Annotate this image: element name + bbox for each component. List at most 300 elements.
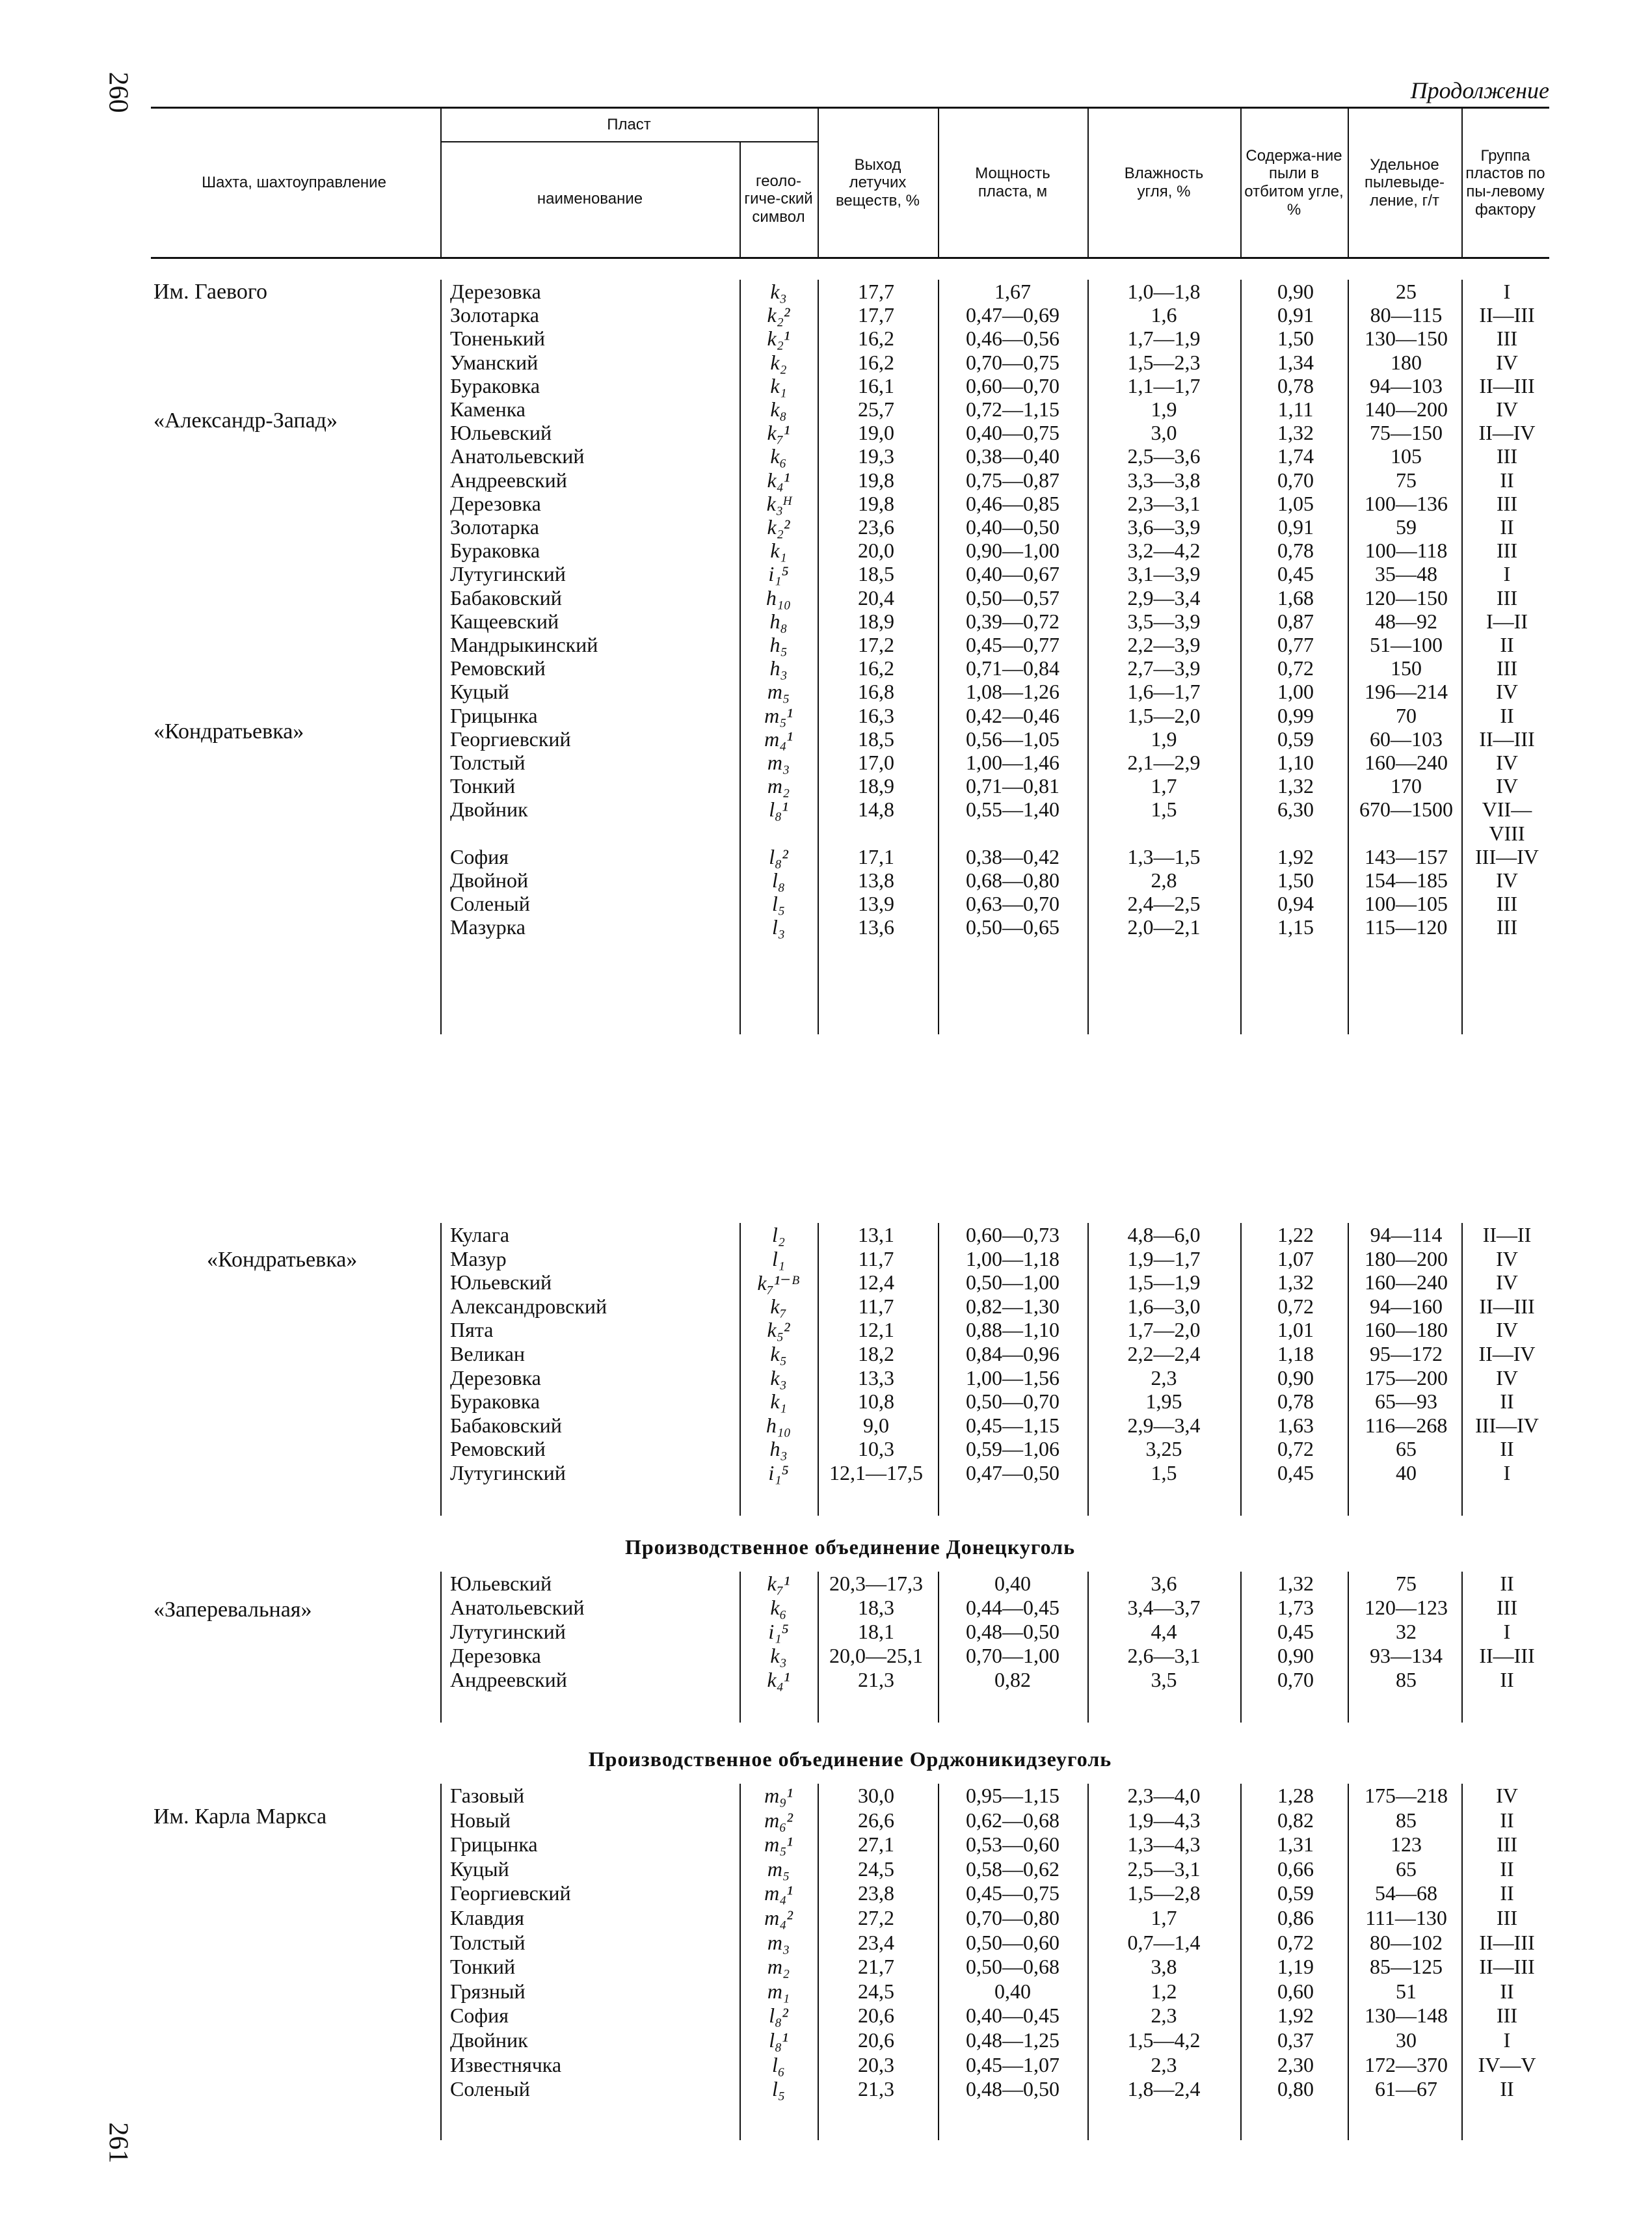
volatile-value: 13,3	[858, 1365, 894, 1389]
seam-name: Грицынка	[450, 1832, 538, 1857]
specific-dust-value: 32	[1396, 1620, 1417, 1643]
thickness-value: 1,00—1,18	[966, 1246, 1059, 1270]
thickness-value: 0,40—0,75	[966, 421, 1059, 445]
table-row	[151, 1596, 1549, 1618]
specific-dust-value: 80—102	[1370, 1930, 1443, 1954]
geo-symbol: h₈	[769, 609, 788, 633]
seam-name: Двойной	[450, 868, 529, 892]
thickness-value: 0,72—1,15	[966, 397, 1059, 421]
dust-group-value: II—IV	[1478, 1342, 1536, 1365]
dust-value: 1,05	[1277, 491, 1314, 515]
specific-dust-value: 130—148	[1365, 2004, 1448, 2028]
thickness-value: 1,00—1,56	[966, 1365, 1059, 1389]
thickness-value: 0,42—0,46	[966, 703, 1059, 727]
table-row	[151, 1414, 1549, 1436]
dust-group-value: II—IV	[1478, 421, 1536, 445]
humidity-value: 1,5—2,0	[1127, 703, 1201, 727]
specific-dust-value: 160—180	[1365, 1318, 1448, 1342]
volatile-value: 13,1	[858, 1223, 894, 1246]
table-row	[151, 680, 1549, 702]
thickness-value: 0,38—0,42	[966, 844, 1059, 868]
dust-group-value: II	[1500, 1881, 1514, 1905]
seam-name: Ремовский	[450, 1437, 546, 1461]
mine-kondratievka-2: «Кондратьевка»	[207, 1248, 358, 1272]
seam-name: Каменка	[450, 397, 526, 421]
table-row	[151, 1784, 1549, 1806]
specific-dust-value: 54—68	[1375, 1881, 1437, 1905]
geo-symbol: m₁	[767, 1979, 790, 2003]
specific-dust-value: 85	[1396, 1808, 1417, 1832]
specific-dust-value: 65	[1396, 1437, 1417, 1461]
dust-value: 0,78	[1277, 539, 1314, 563]
dust-value: 0,72	[1277, 1294, 1314, 1318]
dust-value: 1,32	[1277, 1270, 1314, 1295]
dust-value: 0,70	[1277, 1668, 1314, 1691]
seam-name: Юльевский	[450, 1572, 552, 1595]
thickness-value: 0,50—0,65	[966, 915, 1059, 939]
humidity-value: 2,1—2,9	[1127, 751, 1201, 774]
humidity-value: 3,6	[1151, 1572, 1177, 1595]
specific-dust-value: 93—134	[1370, 1644, 1443, 1667]
mine-zaperevalnaya: «Заперевальная»	[153, 1598, 312, 1622]
thickness-value: 0,95—1,15	[966, 1784, 1059, 1807]
volatile-value: 16,2	[858, 656, 894, 680]
specific-dust-value: 100—118	[1365, 539, 1448, 563]
geo-symbol: l₈¹	[769, 798, 788, 822]
geo-symbol: m₄¹	[764, 1881, 793, 1905]
volatile-value: 25,7	[858, 397, 894, 421]
humidity-value: 4,8—6,0	[1127, 1223, 1201, 1246]
humidity-value: 2,9—3,4	[1127, 585, 1201, 610]
seam-name: Толстый	[450, 1930, 526, 1954]
volatile-value: 20,0	[858, 539, 894, 563]
table-row	[151, 915, 1549, 937]
table-row	[151, 1906, 1549, 1928]
volatile-value: 13,8	[858, 868, 894, 892]
geo-symbol: k₁	[770, 1389, 787, 1414]
humidity-value: 2,9—3,4	[1127, 1413, 1201, 1437]
geo-symbol: l₈²	[769, 844, 788, 868]
dust-group-value: II—III	[1479, 1955, 1535, 1979]
thickness-value: 0,48—0,50	[966, 1620, 1059, 1643]
specific-dust-value: 75	[1396, 1572, 1417, 1595]
table-row	[151, 822, 1549, 844]
dust-value: 0,99	[1277, 703, 1314, 727]
seam-name: Двойник	[450, 2028, 528, 2052]
geo-symbol: k₅	[770, 1342, 787, 1365]
specific-dust-value: 80—115	[1370, 303, 1443, 327]
seam-name: Двойник	[450, 798, 528, 822]
dust-group-value: II—III	[1479, 1930, 1535, 1954]
seam-name: Юльевский	[450, 1270, 552, 1295]
dust-value: 0,60	[1277, 1979, 1314, 2003]
specific-dust-value: 123	[1391, 1832, 1422, 1857]
thickness-value: 0,90—1,00	[966, 539, 1059, 563]
thickness-value: 0,45—0,77	[966, 633, 1059, 656]
table-row	[151, 397, 1549, 420]
dust-group-value: II	[1500, 1857, 1514, 1881]
volatile-value: 17,0	[858, 751, 894, 774]
humidity-value: 1,9	[1151, 727, 1177, 751]
geo-symbol: k₅²	[767, 1318, 790, 1342]
dust-value: 0,91	[1277, 515, 1314, 539]
section-ordzhonikidzeugol: Производственное объединение Орджоникидзеуголь	[588, 1747, 1112, 1771]
volatile-value: 20,3	[858, 2052, 894, 2076]
geo-symbol: l₅	[771, 2077, 785, 2101]
thickness-value: 0,46—0,56	[966, 327, 1059, 351]
seam-name: Андреевский	[450, 1668, 567, 1691]
geo-symbol: l₃	[771, 915, 785, 939]
dust-group-value: II	[1500, 1437, 1514, 1461]
dust-value: 1,50	[1277, 327, 1314, 351]
seam-name: Дерезовка	[450, 491, 541, 515]
table-body-group-2	[151, 1223, 1549, 1516]
geo-symbol: m₄²	[764, 1906, 793, 1929]
dust-value: 1,15	[1277, 915, 1314, 939]
specific-dust-value: 94—103	[1370, 373, 1443, 397]
thickness-value: 0,45—1,15	[966, 1413, 1059, 1437]
dust-group-value: II—III	[1479, 1294, 1535, 1318]
thickness-value: 1,67	[994, 280, 1031, 303]
dust-value: 0,45	[1277, 562, 1314, 586]
geo-symbol: l₅	[771, 892, 785, 916]
specific-dust-value: 100—105	[1365, 892, 1448, 916]
dust-group-value: III	[1497, 539, 1517, 563]
thickness-value: 0,48—1,25	[966, 2028, 1059, 2052]
geo-symbol: k₇	[770, 1294, 787, 1318]
thickness-value: 0,82	[994, 1668, 1031, 1691]
thickness-value: 0,50—0,70	[966, 1389, 1059, 1414]
volatile-value: 17,7	[858, 303, 894, 327]
dust-group-value: II	[1500, 1979, 1514, 2003]
humidity-value: 2,3—4,0	[1127, 1784, 1201, 1807]
geo-symbol: k₂²	[767, 515, 790, 539]
seam-name: Грицынка	[450, 703, 538, 727]
thickness-value: 0,88—1,10	[966, 1318, 1059, 1342]
dust-value: 1,11	[1277, 397, 1314, 421]
volatile-value: 23,6	[858, 515, 894, 539]
thickness-value: 0,48—0,50	[966, 2077, 1059, 2101]
table-row	[151, 1668, 1549, 1690]
seam-name: Кащеевский	[450, 609, 559, 633]
volatile-value: 30,0	[858, 1784, 894, 1807]
geo-symbol: m₆²	[764, 1808, 793, 1832]
thickness-value: 0,47—0,69	[966, 303, 1059, 327]
dust-group-value: I	[1503, 280, 1511, 303]
dust-value: 0,87	[1277, 609, 1314, 633]
table-body-group-1	[151, 280, 1549, 1034]
table-row	[151, 727, 1549, 749]
humidity-value: 1,7—1,9	[1127, 327, 1201, 351]
volatile-value: 12,4	[858, 1270, 894, 1295]
humidity-value: 3,3—3,8	[1127, 468, 1201, 492]
humidity-value: 2,0—2,1	[1127, 915, 1201, 939]
table-row	[151, 562, 1549, 584]
volatile-value: 27,1	[858, 1832, 894, 1857]
thickness-value: 0,70—1,00	[966, 1644, 1059, 1667]
volatile-value: 19,8	[858, 491, 894, 515]
dust-group-value: III	[1497, 327, 1517, 351]
section-donetskugol: Производственное объединение Донецкуголь	[624, 1535, 1076, 1559]
dust-group-value: III	[1497, 656, 1517, 680]
seam-name: Новый	[450, 1808, 511, 1832]
dust-group-value: III	[1497, 1906, 1517, 1929]
dust-group-value: II—III	[1479, 1644, 1535, 1667]
humidity-value: 4,4	[1151, 1620, 1177, 1643]
humidity-value: 1,2	[1151, 1979, 1177, 2003]
mine-kondratievka: «Кондратьевка»	[153, 719, 304, 744]
table-row	[151, 633, 1549, 655]
seam-name: Дерезовка	[450, 1644, 541, 1667]
specific-dust-value: 120—150	[1365, 585, 1448, 610]
dust-value: 1,28	[1277, 1784, 1314, 1807]
table-row	[151, 610, 1549, 632]
table-row	[151, 1808, 1549, 1831]
table-row	[151, 1931, 1549, 1953]
seam-name: Тоненький	[450, 327, 545, 351]
geo-symbol: k₂¹	[767, 327, 790, 351]
volatile-value: 24,5	[858, 1857, 894, 1881]
thickness-value: 0,71—0,81	[966, 774, 1059, 798]
volatile-value: 16,1	[858, 373, 894, 397]
volatile-value: 18,9	[858, 774, 894, 798]
dust-value: 0,72	[1277, 1930, 1314, 1954]
table-row	[151, 351, 1549, 373]
volatile-value: 16,8	[858, 680, 894, 704]
thickness-value: 0,82—1,30	[966, 1294, 1059, 1318]
thickness-value: 0,70—0,80	[966, 1906, 1059, 1929]
humidity-value: 2,5—3,6	[1127, 444, 1201, 468]
dust-group-value: IV	[1496, 1784, 1518, 1807]
specific-dust-value: 35—48	[1375, 562, 1437, 586]
dust-value: 0,90	[1277, 280, 1314, 303]
humidity-value: 1,95	[1145, 1389, 1182, 1414]
table-row	[151, 704, 1549, 726]
humidity-value: 2,3—3,1	[1127, 491, 1201, 515]
table-row	[151, 1318, 1549, 1340]
mine-karl-marx: Им. Карла Маркса	[153, 1805, 327, 1829]
thickness-value: 1,08—1,26	[966, 680, 1059, 704]
dust-value: 1,07	[1277, 1246, 1314, 1270]
dust-group-value: I	[1503, 1461, 1511, 1484]
table-row	[151, 868, 1549, 891]
seam-name: Георгиевский	[450, 727, 571, 751]
geo-symbol: i₁⁵	[768, 562, 789, 586]
geo-symbol: k₁	[770, 539, 787, 563]
geo-symbol: k₇¹	[767, 421, 790, 445]
seam-name: Тонкий	[450, 1955, 516, 1979]
geo-symbol: m₉¹	[764, 1784, 793, 1807]
specific-dust-value: 100—136	[1365, 491, 1448, 515]
thickness-value: 0,46—0,85	[966, 491, 1059, 515]
dust-value: 0,70	[1277, 468, 1314, 492]
table-row	[151, 1857, 1549, 1879]
humidity-value: 2,2—3,9	[1127, 633, 1201, 656]
geo-symbol: i₁⁵	[768, 1620, 789, 1643]
specific-dust-value: 130—150	[1365, 327, 1448, 351]
geo-symbol: m₂	[767, 1955, 790, 1979]
dust-group-value: II—III	[1479, 373, 1535, 397]
dust-value: 1,32	[1277, 774, 1314, 798]
dust-group-value: IV	[1496, 1365, 1518, 1389]
seam-name: Золотарка	[450, 515, 539, 539]
geo-symbol: m₅¹	[764, 1832, 793, 1857]
volatile-value: 17,7	[858, 280, 894, 303]
specific-dust-value: 172—370	[1365, 2052, 1448, 2076]
thickness-value: 0,63—0,70	[966, 892, 1059, 916]
page-number-bottom: 261	[103, 2122, 133, 2164]
thickness-value: 0,75—0,87	[966, 468, 1059, 492]
specific-dust-value: 196—214	[1365, 680, 1448, 704]
header-group: Группа пластов по пы-левому фактору	[1465, 146, 1545, 219]
seam-name: Бураковка	[450, 1389, 540, 1414]
volatile-value: 17,1	[858, 844, 894, 868]
seam-name: Кулага	[450, 1223, 510, 1246]
volatile-value: 26,6	[858, 1808, 894, 1832]
volatile-value: 21,3	[858, 2077, 894, 2101]
geo-symbol: l₂	[771, 1223, 785, 1246]
header-seam-name: наименование	[537, 190, 643, 208]
header-seam: Пласт	[607, 116, 651, 134]
dust-group-value: III	[1497, 491, 1517, 515]
volatile-value: 10,3	[858, 1437, 894, 1461]
dust-group-value: III	[1497, 1596, 1517, 1619]
humidity-value: 1,5—2,3	[1127, 350, 1201, 374]
humidity-value: 1,7—2,0	[1127, 1318, 1201, 1342]
dust-value: 0,72	[1277, 656, 1314, 680]
seam-name: Бабаковский	[450, 585, 562, 610]
seam-name: Анатольевский	[450, 1596, 585, 1619]
geo-symbol: k₈	[770, 397, 787, 421]
volatile-value: 19,8	[858, 468, 894, 492]
table-row	[151, 1572, 1549, 1594]
dust-group-value: II	[1500, 703, 1514, 727]
dust-value: 1,10	[1277, 751, 1314, 774]
volatile-value: 21,7	[858, 1955, 894, 1979]
specific-dust-value: 115—120	[1365, 915, 1448, 939]
seam-name: Бураковка	[450, 373, 540, 397]
table-body-group-3	[151, 1572, 1549, 1723]
table-row	[151, 751, 1549, 773]
table-row	[151, 421, 1549, 443]
geo-symbol: m₃	[767, 751, 790, 774]
table-row	[151, 539, 1549, 561]
humidity-value: 1,5	[1151, 1461, 1177, 1484]
thickness-value: 0,59—1,06	[966, 1437, 1059, 1461]
humidity-value: 3,25	[1145, 1437, 1182, 1461]
thickness-value: 0,84—0,96	[966, 1342, 1059, 1365]
specific-dust-value: 670—1500	[1359, 798, 1453, 822]
specific-dust-value: 170	[1391, 774, 1422, 798]
specific-dust-value: 30	[1396, 2028, 1417, 2052]
specific-dust-value: 61—67	[1375, 2077, 1437, 2101]
seam-name: Газовый	[450, 1784, 525, 1807]
humidity-value: 1,5—4,2	[1127, 2028, 1201, 2052]
geo-symbol: l₁	[771, 1246, 785, 1270]
table-row	[151, 798, 1549, 820]
dust-value: 0,45	[1277, 1620, 1314, 1643]
thickness-value: 0,39—0,72	[966, 609, 1059, 633]
volatile-value: 20,4	[858, 585, 894, 610]
humidity-value: 3,0	[1151, 421, 1177, 445]
seam-name: Бабаковский	[450, 1413, 562, 1437]
humidity-value: 3,8	[1151, 1955, 1177, 1979]
seam-name: Юльевский	[450, 421, 552, 445]
dust-value: 1,34	[1277, 350, 1314, 374]
humidity-value: 2,3	[1151, 2004, 1177, 2028]
header-geo-symbol: геоло-гиче-ский символ	[744, 172, 813, 226]
humidity-value: 1,7	[1151, 1906, 1177, 1929]
seam-name: Великан	[450, 1342, 526, 1365]
seam-name: Уманский	[450, 350, 539, 374]
specific-dust-value: 180	[1391, 350, 1422, 374]
table-row	[151, 280, 1549, 302]
volatile-value: 23,4	[858, 1930, 894, 1954]
specific-dust-value: 154—185	[1365, 868, 1448, 892]
geo-symbol: l₈	[771, 868, 785, 892]
seam-name: Пята	[450, 1318, 494, 1342]
table-row	[151, 1437, 1549, 1459]
dust-value: 0,59	[1277, 1881, 1314, 1905]
volatile-value: 20,0—25,1	[829, 1644, 923, 1667]
table-row	[151, 1270, 1549, 1293]
seam-name: Анатольевский	[450, 444, 585, 468]
seam-name: Ремовский	[450, 656, 546, 680]
table-row	[151, 2028, 1549, 2050]
geo-symbol: l₈²	[769, 2004, 788, 2028]
table-row	[151, 468, 1549, 490]
volatile-value: 18,5	[858, 562, 894, 586]
mine-gaevoy: Им. Гаевого	[153, 280, 267, 304]
humidity-value: 1,1—1,7	[1127, 373, 1201, 397]
geo-symbol: k₂	[770, 350, 787, 374]
specific-dust-value: 175—200	[1365, 1365, 1448, 1389]
volatile-value: 11,7	[858, 1294, 894, 1318]
specific-dust-value: 65—93	[1375, 1389, 1437, 1414]
thickness-value: 0,50—1,00	[966, 1270, 1059, 1295]
volatile-value: 19,3	[858, 444, 894, 468]
table-row	[151, 303, 1549, 325]
table-header	[151, 109, 1549, 259]
table-row	[151, 1881, 1549, 1903]
table-row	[151, 1832, 1549, 1855]
specific-dust-value: 40	[1396, 1461, 1417, 1484]
dust-value: 1,73	[1277, 1596, 1314, 1619]
dust-value: 1,19	[1277, 1955, 1314, 1979]
dust-group-value: I	[1503, 562, 1511, 586]
geo-symbol: k₃	[770, 1644, 787, 1667]
volatile-value: 18,1	[858, 1620, 894, 1643]
geo-symbol: m₅¹	[764, 703, 793, 727]
dust-value: 0,37	[1277, 2028, 1314, 2052]
table-row	[151, 374, 1549, 396]
dust-group-value: IV	[1496, 774, 1518, 798]
table-row	[151, 515, 1549, 537]
volatile-value: 18,9	[858, 609, 894, 633]
header-humidity: Влажность угля, %	[1124, 165, 1204, 200]
dust-group-value: III	[1497, 1832, 1517, 1857]
humidity-value: 1,7	[1151, 774, 1177, 798]
thickness-value: 0,60—0,73	[966, 1223, 1059, 1246]
volatile-value: 20,6	[858, 2004, 894, 2028]
dust-group-value: II	[1500, 633, 1514, 656]
humidity-value: 1,6—1,7	[1127, 680, 1201, 704]
humidity-value: 2,6—3,1	[1127, 1644, 1201, 1667]
dust-group-value: IV	[1496, 1246, 1518, 1270]
dust-group-value: IV	[1496, 868, 1518, 892]
humidity-value: 1,6—3,0	[1127, 1294, 1201, 1318]
volatile-value: 10,8	[858, 1389, 894, 1414]
